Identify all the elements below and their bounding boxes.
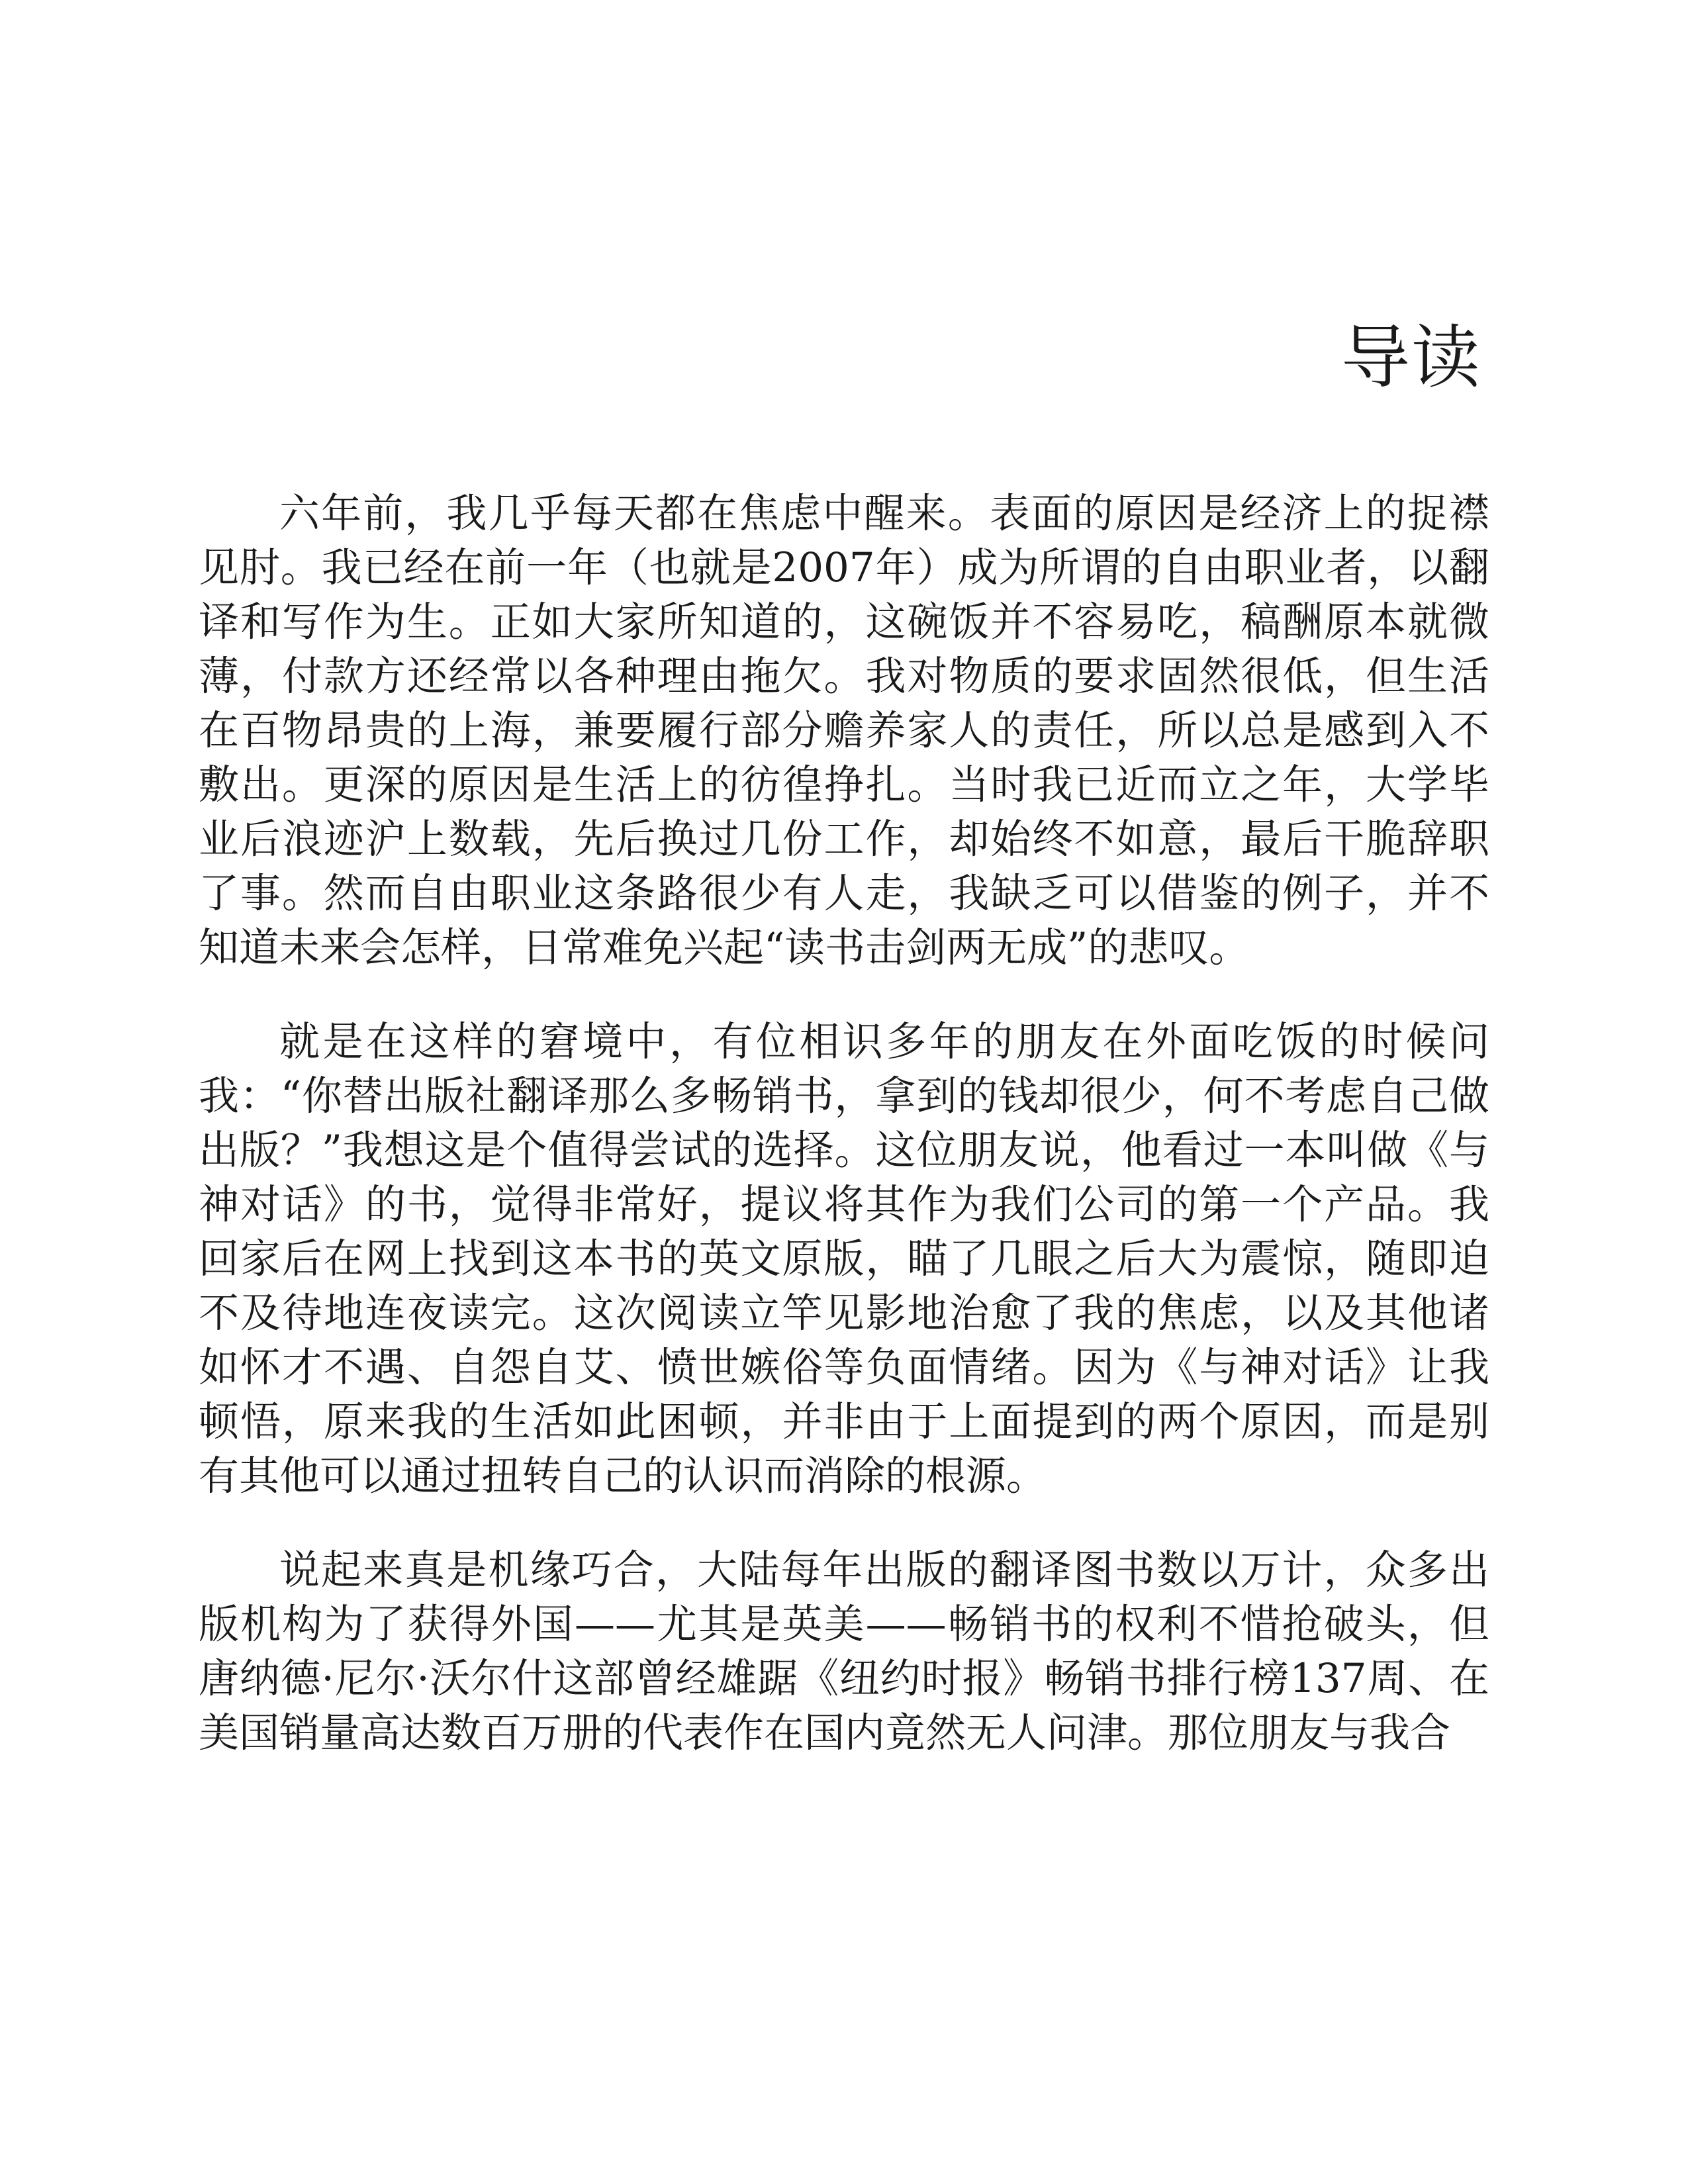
paragraph-3: 说起来真是机缘巧合，大陆每年出版的翻译图书数以万计，众多出版机构为了获得外国——尤其是英美——畅销书的权利不惜抢破头，但唐纳德·尼尔·沃尔什这部曾经雄踞《纽约时报》畅销书排行榜137周、在美国销量高达数百万册的代表作在国内竟然无人问津。那位朋友与我合	[199, 1546, 1489, 1756]
paragraph-2: 就是在这样的窘境中，有位相识多年的朋友在外面吃饭的时候问我：“你替出版社翻译那么多畅销书，拿到的钱却很少，何不考虑自己做出版？”我想这是个值得尝试的选择。这位朋友说，他看过一本叫做《与神对话》的书，觉得非常好，提议将其作为我们公司的第一个产品。我回家后在网上找到这本书的英文原版，瞄了几眼之后大为震惊，随即迫不及待地连夜读完。这次阅读立竿见影地治愈了我的焦虑，以及其他诸如怀才不遇、自怨自艾、愤世嫉俗等负面情绪。因为《与神对话》让我顿悟，原来我的生活如此困顿，并非由于上面提到的两个原因，而是别有其他可以通过扭转自己的认识而消除的根源。	[199, 1018, 1489, 1499]
page-title: 导读	[1340, 317, 1481, 398]
paragraph-1: 六年前，我几乎每天都在焦虑中醒来。表面的原因是经济上的捉襟见肘。我已经在前一年（也就是2007年）成为所谓的自由职业者，以翻译和写作为生。正如大家所知道的，这碗饭并不容易吃，稿酬原本就微薄，付款方还经常以各种理由拖欠。我对物质的要求固然很低，但生活在百物昂贵的上海，兼要履行部分赡养家人的责任，所以总是感到入不敷出。更深的原因是生活上的彷徨挣扎。当时我已近而立之年，大学毕业后浪迹沪上数载，先后换过几份工作，却始终不如意，最后干脆辞职了事。然而自由职业这条路很少有人走，我缺乏可以借鉴的例子，并不知道未来会怎样，日常难免兴起“读书击剑两无成”的悲叹。	[199, 490, 1489, 971]
body-text	[199, 487, 1489, 1800]
